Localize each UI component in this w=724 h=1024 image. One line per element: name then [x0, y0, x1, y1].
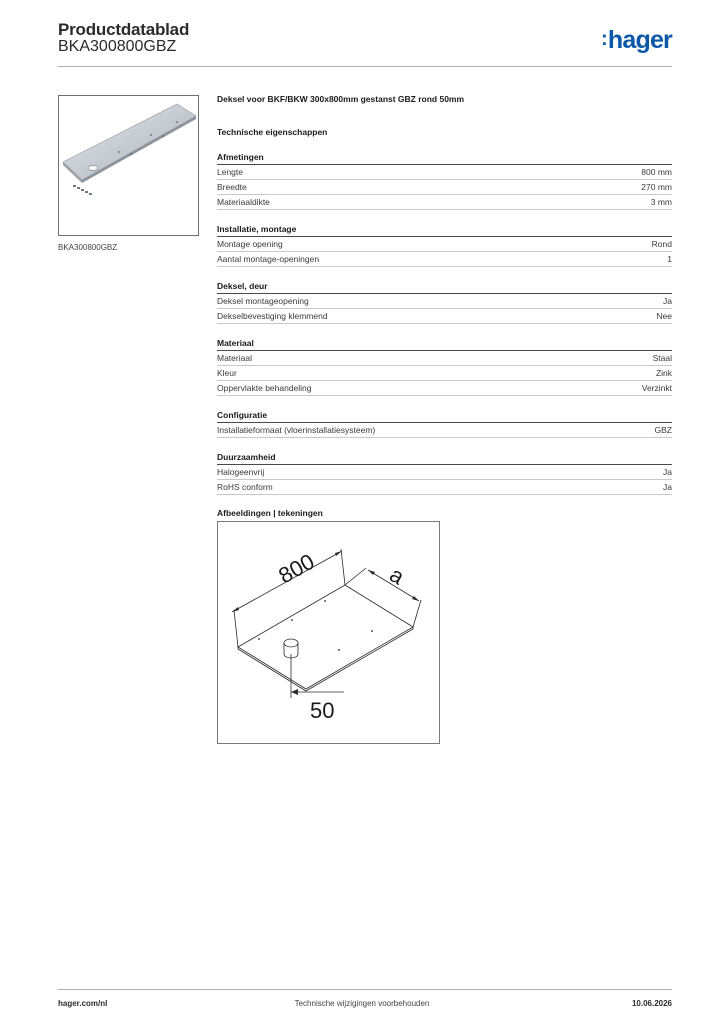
main-content: [217, 94, 672, 518]
drawing-screw-hole: [258, 638, 260, 640]
footer-divider: [58, 989, 672, 990]
section-title: Configuratie: [217, 409, 672, 423]
technical-drawing: [218, 522, 439, 743]
plate-top-surface: [63, 104, 196, 180]
section-title: Duurzaamheid: [217, 451, 672, 465]
article-number: BKA300800GBZ: [58, 38, 177, 55]
drawing-screw-hole: [291, 619, 293, 621]
logo-colon: :: [601, 28, 607, 50]
section-configuration: [217, 409, 672, 438]
footer-date: 10.06.2026: [631, 999, 672, 1008]
spec-value: GBZ: [654, 425, 672, 435]
spec-label: RoHS conform: [217, 482, 273, 492]
section-installation: [217, 223, 672, 267]
spec-row: [217, 480, 672, 495]
spec-label: Aantal montage-openingen: [217, 254, 320, 264]
dim-width-label: a: [385, 561, 409, 590]
dim-width-ext-bottom: [413, 600, 421, 627]
drawing-screw-hole: [324, 600, 326, 602]
section-title: Materiaal: [217, 337, 672, 351]
spec-label: Lengte: [217, 167, 243, 177]
dim-arrow: [368, 570, 375, 575]
product-description: Deksel voor BKF/BKW 300x800mm gestanst GBZ rond 50mm: [217, 94, 465, 104]
spec-label: Breedte: [217, 182, 247, 192]
dim-arrow: [232, 607, 239, 612]
dim-arrow: [335, 551, 342, 556]
footer-notice: Technische wijzigingen voorbehouden: [294, 999, 430, 1008]
product-image-frame: [58, 95, 199, 236]
spec-value: Staal: [652, 353, 672, 363]
section-sustainability: [217, 451, 672, 495]
screw-hole: [130, 153, 132, 155]
section-cover-door: [217, 280, 672, 324]
spec-row: [217, 252, 672, 267]
technical-properties-title: Technische eigenschappen: [217, 127, 328, 137]
section-title: Installatie, montage: [217, 223, 672, 237]
screw-hole: [176, 121, 178, 123]
drawing-screw-hole: [338, 649, 340, 651]
hager-logo[interactable]: [601, 28, 672, 53]
spec-value: Ja: [663, 296, 672, 306]
dim-hole-label: 50: [310, 698, 335, 723]
spec-label: Halogeenvrij: [217, 467, 265, 477]
page-title: Productdatablad: [58, 20, 190, 39]
spec-value: Rond: [651, 239, 672, 249]
spec-row: [217, 237, 672, 252]
spec-value: 1: [667, 254, 672, 264]
section-title: Deksel, deur: [217, 280, 672, 294]
spec-row: [217, 165, 672, 180]
screw-hole: [118, 151, 120, 153]
product-cover-plate-image: [59, 96, 198, 235]
dim-arrow: [291, 689, 298, 695]
section-material: [217, 337, 672, 396]
spec-value: Nee: [656, 311, 672, 321]
spec-row: [217, 195, 672, 210]
dim-length-ext-right: [341, 549, 345, 585]
spec-row: [217, 465, 672, 480]
spec-row: [217, 351, 672, 366]
spec-value: 800 mm: [641, 167, 672, 177]
spec-label: Oppervlakte behandeling: [217, 383, 312, 393]
drawing-screw-hole: [371, 630, 373, 632]
technical-drawing-frame: [217, 521, 440, 744]
spec-value: Ja: [663, 467, 672, 477]
images-drawings-title: Afbeeldingen | tekeningen: [217, 508, 323, 518]
dim-length-label: 800: [274, 548, 319, 589]
spec-row: [217, 294, 672, 309]
spec-row: [217, 381, 672, 396]
spec-value: Ja: [663, 482, 672, 492]
screw-hole: [150, 134, 152, 136]
spec-value: Zink: [655, 368, 672, 378]
drawing-plate-thickness: [238, 627, 413, 691]
spec-row: [217, 180, 672, 195]
header-divider: [58, 66, 672, 67]
screws: [73, 185, 92, 195]
spec-label: Materiaal: [217, 353, 252, 363]
spec-value: 3 mm: [650, 197, 672, 207]
dim-width-ext-top: [345, 568, 366, 585]
dim-length-ext-left: [234, 610, 238, 647]
spec-row: [217, 309, 672, 324]
product-image-caption: BKA300800GBZ: [58, 243, 118, 252]
section-dimensions: [217, 151, 672, 210]
spec-label: Installatieformaat (vloerinstallatiesysteem): [217, 425, 376, 435]
spec-label: Kleur: [217, 368, 237, 378]
footer-website-link[interactable]: hager.com/nl: [58, 999, 108, 1008]
spec-value: 270 mm: [641, 182, 672, 192]
spec-row: [217, 366, 672, 381]
spec-label: Montage opening: [217, 239, 283, 249]
logo-text: hager: [607, 26, 672, 54]
spec-row: [217, 423, 672, 438]
spec-value: Verzinkt: [641, 383, 672, 393]
dim-arrow: [412, 596, 419, 601]
mounting-hole: [88, 165, 98, 170]
screw-hole: [162, 135, 164, 137]
spec-label: Materiaaldikte: [217, 197, 270, 207]
section-title: Afmetingen: [217, 151, 672, 165]
spec-label: Dekselbevestiging klemmend: [217, 311, 328, 321]
spec-label: Deksel montageopening: [217, 296, 309, 306]
drawing-hole-top: [284, 639, 298, 647]
